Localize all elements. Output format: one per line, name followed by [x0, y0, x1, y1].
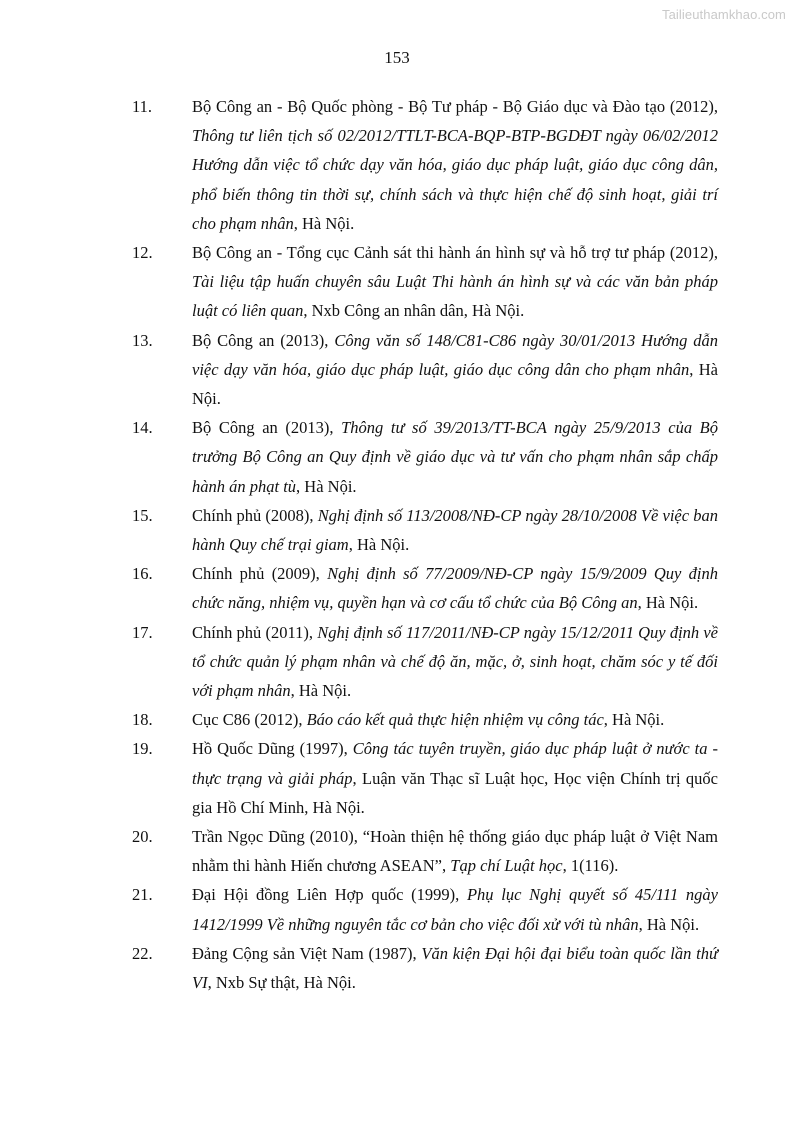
reference-number: 21.: [132, 885, 153, 905]
reference-publication: , Luận văn Thạc sĩ Luật học, Học viện Chính trị quốc gia Hồ Chí Minh, Hà Nội.: [192, 768, 718, 817]
reference-author: Đại Hội đồng Liên Hợp quốc (1999),: [192, 885, 467, 905]
reference-publication: , Hà Nội.: [348, 535, 410, 555]
reference-title: Văn kiện Đại hội đại biểu toàn quốc lần thứ VI: [192, 943, 718, 993]
reference-number: 19.: [132, 739, 153, 759]
reference-title: Nghị định số 117/2011/NĐ-CP ngày 15/12/2011 Quy định về tổ chức quản lý phạm nhân và chế độ ăn, mặc, ở, sinh hoạt, chăm sóc y tế đối với phạm nhân: [192, 622, 718, 701]
reference-publication: , Nxb Công an nhân dân, Hà Nội.: [303, 301, 525, 321]
reference-number: 15.: [132, 505, 153, 525]
reference-title: Tài liệu tập huấn chuyên sâu Luật Thi hành án hình sự và các văn bản pháp luật có liên quan: [192, 272, 718, 321]
reference-title: Nghị định số 77/2009/NĐ-CP ngày 15/9/2009 Quy định chức năng, nhiệm vụ, quyền hạn và cơ cấu tổ chức của Bộ Công an: [192, 564, 718, 613]
reference-title: Nghị định số 113/2008/NĐ-CP ngày 28/10/2008 Về việc ban hành Quy chế trại giam: [192, 505, 718, 555]
reference-publication: , Hà Nội.: [296, 476, 357, 496]
reference-item: [132, 559, 718, 617]
reference-item: [132, 939, 718, 997]
reference-item: [132, 238, 718, 326]
reference-item: [132, 618, 718, 706]
reference-item: [132, 880, 719, 938]
reference-item: [132, 501, 718, 559]
page-number: 153: [384, 48, 410, 67]
reference-number: 13.: [132, 330, 153, 350]
reference-number: 17.: [132, 622, 153, 642]
reference-author: Chính phủ (2011),: [192, 622, 318, 642]
reference-item: [132, 705, 718, 734]
reference-title: Thông tư số 39/2013/TT-BCA ngày 25/9/2013 của Bộ trưởng Bộ Công an Quy định về giáo dục và tư vấn cho phạm nhân sắp chấp hành án phạt tù: [192, 418, 719, 496]
reference-author: Đảng Cộng sản Việt Nam (1987),: [192, 943, 422, 963]
reference-list: [0, 92, 794, 997]
reference-author: Chính phủ (2008),: [192, 505, 318, 525]
reference-number: 20.: [132, 827, 153, 847]
reference-title: Phụ lục Nghị quyết số 45/111 ngày 1412/1999 Về những nguyên tắc cơ bản cho việc đối xử với tù nhân: [192, 885, 719, 934]
reference-author: Bộ Công an - Tổng cục Cảnh sát thi hành án hình sự và hỗ trợ tư pháp (2012),: [192, 243, 718, 263]
watermark: Tailieuthamkhao.com: [661, 7, 786, 22]
reference-author: Cục C86 (2012),: [192, 710, 307, 730]
reference-number: 18.: [132, 710, 153, 730]
reference-author: Bộ Công an (2013),: [192, 418, 342, 438]
reference-publication: , Hà Nội.: [603, 710, 665, 730]
reference-publication: , Hà Nội.: [638, 914, 700, 934]
reference-publication: , Hà Nội.: [290, 681, 352, 701]
reference-author: Hồ Quốc Dũng (1997),: [192, 739, 353, 759]
reference-item: [132, 413, 719, 501]
reference-title: Thông tư liên tịch số 02/2012/TTLT-BCA-BQP-BTP-BGDĐT ngày 06/02/2012 Hướng dẫn việc tổ chức dạy văn hóa, giáo dục pháp luật, giáo dục công dân, phổ biến thông tin thời sự, chính sách và thực hiện chế độ sinh hoạt, giải trí cho phạm nhân: [192, 126, 718, 233]
reference-title: Tạp chí Luật học: [450, 856, 563, 876]
reference-publication: , Hà Nội.: [637, 593, 699, 613]
reference-publication: , Hà Nội.: [192, 359, 719, 409]
reference-item: [132, 92, 718, 238]
reference-author: Bộ Công an (2013),: [192, 330, 335, 350]
reference-title: Công văn số 148/C81-C86 ngày 30/01/2013 Hướng dẫn việc dạy văn hóa, giáo dục pháp luật, giáo dục công dân cho phạm nhân: [192, 330, 718, 379]
reference-number: 11.: [132, 97, 153, 116]
reference-number: 16.: [132, 564, 153, 584]
reference-publication: , Hà Nội.: [293, 213, 355, 233]
reference-number: 22.: [132, 943, 153, 963]
reference-number: 12.: [132, 243, 153, 263]
reference-author: Bộ Công an - Bộ Quốc phòng - Bộ Tư pháp - Bộ Giáo dục và Đào tạo (2012),: [192, 97, 718, 116]
reference-title: Công tác tuyên truyền, giáo dục pháp luật ở nước ta - thực trạng và giải pháp: [192, 739, 718, 788]
reference-item: [132, 822, 718, 880]
reference-author: Chính phủ (2009),: [192, 564, 328, 584]
reference-publication: , Nxb Sự thật, Hà Nội.: [207, 973, 356, 993]
reference-author: Trần Ngọc Dũng (2010), “Hoàn thiện hệ thống giáo dục pháp luật ở Việt Nam nhằm thi hành Hiến chương ASEAN”,: [192, 827, 718, 876]
reference-item: [132, 734, 718, 822]
reference-number: 14.: [132, 418, 153, 438]
reference-publication: , 1(116).: [562, 856, 619, 876]
reference-item: [132, 326, 719, 414]
reference-title: Báo cáo kết quả thực hiện nhiệm vụ công tác: [306, 710, 604, 730]
